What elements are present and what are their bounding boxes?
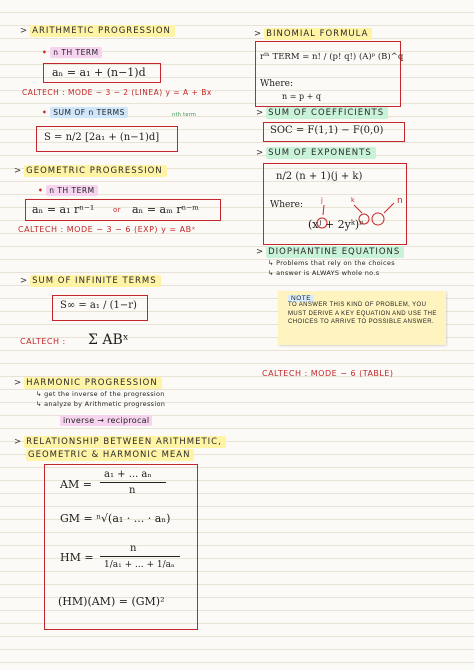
inf-caltech: CALTECH : <box>20 337 66 346</box>
bullet-icon: • <box>42 108 48 117</box>
arrow-icon: > <box>14 378 23 388</box>
means-relation: (HM)(AM) = (GM)² <box>58 595 165 608</box>
geo-formula-2: aₙ = aₘ rⁿ⁻ᵐ <box>132 203 199 216</box>
hm-denominator: 1/a₁ + ... + 1/aₙ <box>104 560 175 570</box>
bullet-icon: • <box>38 186 44 195</box>
arith-header: > ARITHMETIC PROGRESSION <box>20 26 175 36</box>
expo-n-label: n <box>397 196 404 206</box>
expo-k-label: k <box>351 196 356 204</box>
arrow-icon: > <box>256 108 265 118</box>
binom-header: > BINOMIAL FORMULA <box>254 29 372 39</box>
arith-nth-label: • n TH TERM <box>42 48 102 57</box>
arrow-icon: > <box>20 26 29 36</box>
arith-formula: aₙ = a₁ + (n−1)d <box>52 66 146 79</box>
expo-eq: (xʲ + 2yᵏ)ⁿ <box>308 218 364 231</box>
expo-header: > SUM OF EXPONENTS <box>256 148 376 158</box>
arith-sum-label: • SUM OF n TERMS <box>42 108 128 117</box>
geo-caltech: CALTECH : MODE − 3 − 6 (EXP) y = ABˣ <box>18 225 196 234</box>
hm-numerator: n <box>130 543 137 554</box>
geo-nth-label: • n TH TERM <box>38 186 98 195</box>
rel-header-2: GEOMETRIC & HARMONIC MEAN <box>26 450 194 460</box>
rel-header-1: > RELATIONSHIP BETWEEN ARITHMETIC, <box>14 437 226 447</box>
arrow-icon <box>354 205 362 213</box>
dioph-caltech: CALTECH : MODE − 6 (TABLE) <box>262 369 394 378</box>
circle-icon <box>317 218 327 228</box>
expo-j-label: j <box>321 196 324 204</box>
arrow-icon: > <box>254 29 263 39</box>
hm-fraction-bar <box>100 556 180 557</box>
coef-header: > SUM OF COEFFICIENTS <box>256 108 388 118</box>
am-fraction-bar <box>100 482 166 483</box>
note-card <box>278 291 446 345</box>
dioph-bullet-2: ↳ answer is ALWAYS whole no.s <box>268 269 380 277</box>
circle-icon <box>359 214 369 224</box>
expo-where: Where: <box>270 200 304 210</box>
harm-header: > HARMONIC PROGRESSION <box>14 378 162 388</box>
inf-formula: S∞ = a₁ / (1−r) <box>60 300 137 311</box>
dioph-bullet-1: ↳ Problems that rely on the choices <box>268 259 395 267</box>
arrow-icon: > <box>14 166 23 176</box>
dioph-header: > DIOPHANTINE EQUATIONS <box>256 247 404 257</box>
harm-bullet-1: ↳ get the inverse of the progression <box>36 390 165 398</box>
harm-bullet-2: ↳ analyze by Arithmetic progression <box>36 400 166 408</box>
circle-icon <box>372 213 384 225</box>
bullet-icon: • <box>42 48 48 57</box>
geo-header: > GEOMETRIC PROGRESSION <box>14 166 167 176</box>
am-denominator: n <box>129 485 136 496</box>
am-label: AM = <box>60 478 92 491</box>
arith-caltech: CALTECH : MODE − 3 − 2 (LINEA) y = A + Bx <box>22 88 212 97</box>
coef-formula: SOC = F(1,1) − F(0,0) <box>270 125 384 136</box>
note-tag: NOTE <box>288 295 314 302</box>
expo-formula: n/2 (n + 1)(j + k) <box>276 171 363 182</box>
geo-or: or <box>113 206 121 214</box>
geo-formula-1: aₙ = a₁ rⁿ⁻¹ <box>32 203 95 216</box>
arrow-icon <box>384 203 394 213</box>
arrow-icon: > <box>256 148 265 158</box>
hm-label: HM = <box>60 551 94 564</box>
harm-inverse: inverse → reciprocal <box>60 416 152 425</box>
binom-where-eq: n = p + q <box>282 92 321 101</box>
arith-sum-formula: S = n/2 [2a₁ + (n−1)d] <box>44 132 160 143</box>
arrow-icon: > <box>20 276 29 286</box>
arrow-icon <box>323 205 324 215</box>
arrow-icon: > <box>14 437 23 447</box>
note-text: TO ANSWER THIS KIND OF PROBLEM, YOU MUST DERIVE A KEY EQUATION AND USE THE CHOICES TO ARRIVE TO POSSIBLE ANSWER. <box>288 302 437 325</box>
am-numerator: a₁ + ... aₙ <box>104 469 152 480</box>
binom-box <box>255 41 404 107</box>
inf-sigma: Σ ABˣ <box>88 332 129 348</box>
gm-formula: GM = ⁿ√(a₁ · ... · aₙ) <box>60 512 171 525</box>
binom-where: Where: <box>260 79 294 89</box>
arith-sum-note: nth term <box>172 112 197 118</box>
arrow-icon: > <box>256 247 265 257</box>
inf-header: > SUM OF INFINITE TERMS <box>20 276 161 286</box>
expo-annotations <box>300 195 410 235</box>
binom-formula: rᵗʰ TERM = n! / (p! q!) (A)ᵖ (B)^q <box>260 52 404 62</box>
